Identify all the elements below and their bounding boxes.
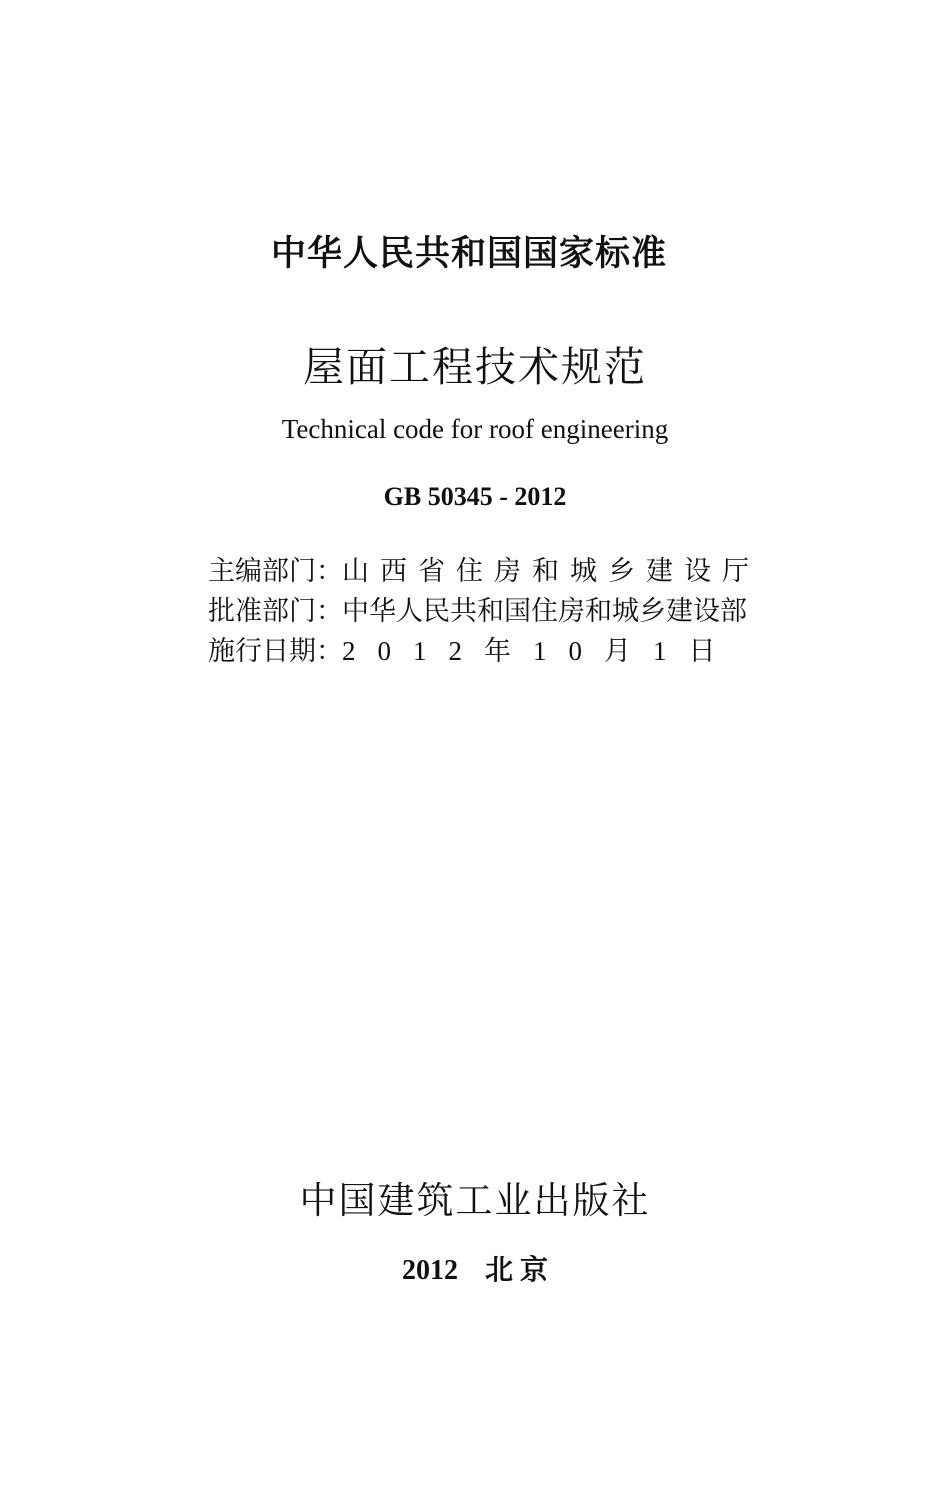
- info-value: 2012年10月1日: [342, 635, 738, 666]
- document-title-chinese: 屋面工程技术规范: [303, 343, 647, 391]
- info-label: 施行日期：: [208, 635, 343, 667]
- publisher-name: 中国建筑工业出版社: [299, 1179, 651, 1222]
- info-label: 主编部门：: [208, 555, 343, 587]
- info-value: 中华人民共和国住房和城乡建设部: [342, 595, 747, 627]
- info-row-chief-editor: [208, 548, 760, 588]
- info-label: 批准部门：: [208, 595, 343, 627]
- publication-year: 2012: [401, 1255, 458, 1286]
- info-value: 山西省住房和城乡建设厅: [342, 555, 760, 587]
- standard-series-label: 中华人民共和国国家标准: [270, 234, 667, 274]
- standard-code-number: GB 50345 - 2012: [383, 482, 567, 511]
- info-row-effective-date: [208, 628, 756, 668]
- publication-city: 北 京: [484, 1255, 548, 1286]
- document-title-english: Technical code for roof engineering: [281, 414, 669, 444]
- info-row-approval: [208, 588, 756, 628]
- issuance-info-block: [208, 548, 760, 668]
- publication-place-year: [0, 1248, 950, 1288]
